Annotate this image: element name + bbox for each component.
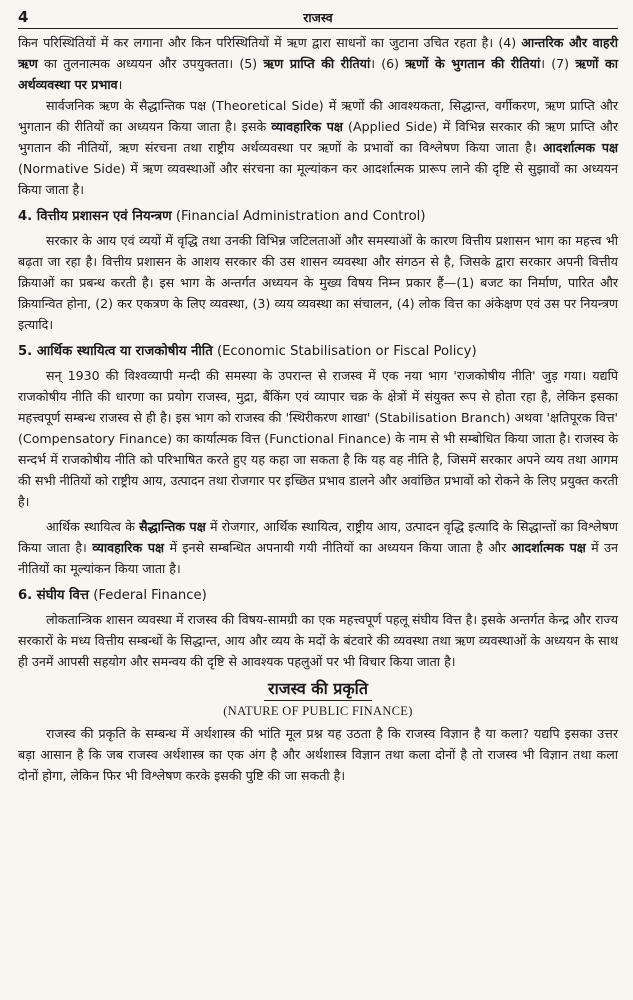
text-run: आर्थिक स्थायित्व के: [46, 519, 140, 534]
paragraph-public-debt-aspects: [18, 95, 618, 200]
bold-term: आन्तरिक और वाहरी ऋण: [18, 35, 618, 71]
chapter-subtitle: (NATURE OF PUBLIC FINANCE): [223, 704, 413, 718]
paragraph-nature-of-public-finance: राजस्व की प्रकृति के सम्बन्ध में अर्थशास्त्र की भांति मूल प्रश्न यह उठता है कि राजस्व विज्ञान है या कला? यद्यपि इसका उत्तर बड़ा आसान है कि जब राजस्व अर्थशास्त्र का एक अंग है और अर्थशास्त्र विज्ञान तथा कला दोनों है तो राजस्व भी विज्ञान तथा कला दोनों होगा, लेकिन फिर भी विश्लेषण करके इसकी पुष्टि की जा सकती है।: [18, 726, 618, 783]
bold-term: आदर्शात्मक पक्ष: [511, 540, 586, 555]
paragraph-federal-finance: लोकतान्त्रिक शासन व्यवस्था में राजस्व की विषय-सामग्री का एक महत्त्वपूर्ण पहलू संघीय वित्त है। इसके अन्तर्गत केन्द्र और राज्य सरकारों के मध्य वित्तीय सम्बन्धों के सिद्धान्त, आय और व्यय के मदों के बंटवारे की व्यवस्था तथा ऋण व्यवस्थाओं के अध्ययन के साथ ही उनमें आपसी सहयोग और समन्वय की दृष्टि से आवश्यक पहलुओं पर भी विचार किया जाता है।: [18, 612, 618, 669]
book-page: [18, 6, 618, 786]
text-run: ।: [117, 77, 123, 92]
running-header: [18, 6, 618, 29]
heading-hindi: 5. आर्थिक स्थायित्व या राजकोषीय नीति: [18, 344, 213, 359]
text-run: में रोजगार, आर्थिक स्थायित्व, राष्ट्रीय आय, उत्पादन वृद्धि इत्यादि के सिद्धान्तों का विश्लेषण किया जाता है।: [18, 519, 618, 555]
text-run: (Normative Side) में ऋण व्यवस्थाओं और संरचना का मूल्यांकन कर आदर्शात्मक प्रारूप लाने की दृष्टि से सुझावों का अध्ययन किया जाता है।: [18, 161, 618, 197]
section-heading-fiscal-policy: [18, 341, 618, 363]
heading-hindi: 4. वित्तीय प्रशासन एवं नियन्त्रण: [18, 209, 172, 224]
bold-term: व्यावहारिक पक्ष: [92, 540, 165, 555]
text-run: (Applied Side) में विभिन्न सरकार की ऋण प्राप्ति और भुगतान की नीतियों, ऋण संरचना तथा राष्ट्रीय अर्थव्यवस्था पर ऋणों के प्रभावों का विश्लेषण किया जाता है।: [18, 119, 618, 155]
heading-english: (Economic Stabilisation or Fiscal Policy): [212, 344, 477, 359]
bold-term: ऋण प्राप्ति की रीतियां: [263, 56, 371, 71]
bold-term: सैद्धान्तिक पक्ष: [139, 519, 206, 534]
section-heading-financial-administration: [18, 206, 618, 228]
heading-english: (Federal Finance): [89, 588, 207, 603]
paragraph-stabilisation-aspects: [18, 516, 618, 579]
text-run: । (6): [370, 56, 406, 71]
section-heading-federal-finance: [18, 585, 618, 607]
paragraph-fiscal-policy: सन् 1930 की विश्वव्यापी मन्दी की समस्या के उपरान्त से राजस्व में एक नया भाग 'राजकोषीय नीति' जुड़ गया। यद्यपि राजकोषीय नीति की धारणा का प्रयोग राजस्व, मुद्रा, बैंकिंग एवं व्यापार चक्र के क्षेत्रों में संयुक्त रूप से होता रहा है, लेकिन इसका महत्त्वपूर्ण सम्बन्ध राजस्व से ही है। इस भाग को राजस्व की 'स्थिरीकरण शाखा' (Stabilisation Branch) अथवा 'क्षतिपूरक वित्त' (Compensatory Finance) का कार्यात्मक वित्त (Functional Finance) के नाम से भी सम्बोधित किया जाता है। राजस्व के सन्दर्भ में राजकोषीय नीति को परिभाषित करते हुए यह कहा जा सकता है कि यह वह नीति है, जिसमें सरकार अपने व्यय तथा आगम की सभी नीतियों को राष्ट्रीय आय, उत्पादन तथा रोजगार पर इच्छित प्रभाव डालने और अवांछित प्रभावों को रोकने के लिए प्रयुक्त करती है।: [18, 368, 618, 509]
text-run: । (7): [540, 56, 576, 71]
bold-term: ऋणों के भुगतान की रीतियां: [405, 56, 541, 71]
paragraph-debt-topics: [18, 32, 618, 95]
bold-term: व्यावहारिक पक्ष: [271, 119, 343, 134]
text-run: का तुलनात्मक अध्ययन और उपयुक्तता। (5): [37, 56, 264, 71]
chapter-title: राजस्व की प्रकृति: [264, 678, 372, 701]
text-run: सार्वजनिक ऋण के सैद्धान्तिक पक्ष (Theoretical Side) में ऋणों की आवश्यकता, सिद्धान्त, वर्गीकरण, ऋण प्राप्ति और भुगतान की रीतियों का अध्ययन किया जाता है। इसके: [18, 98, 618, 134]
text-run: में उन नीतियों का मूल्यांकन किया जाता है।: [18, 540, 618, 576]
heading-hindi: 6. संघीय वित्त: [18, 588, 90, 603]
page-number: 4: [18, 8, 29, 26]
running-title: राजस्व: [303, 9, 333, 25]
heading-english: (Financial Administration and Control): [171, 209, 426, 224]
page-body: [18, 32, 618, 786]
text-run: में इनसे सम्बन्धित अपनायी गयी नीतियों का अध्ययन किया जाता है और: [164, 540, 512, 555]
text-run: किन परिस्थितियों में कर लगाना और किन परिस्थितियों में ऋण द्वारा साधनों का जुटाना उचित रहता है। (4): [18, 35, 522, 50]
bold-term: आदर्शात्मक पक्ष: [542, 140, 618, 155]
chapter-heading-block: [18, 678, 618, 721]
bold-term: ऋणों का अर्थव्यवस्था पर प्रभाव: [18, 56, 618, 92]
paragraph-financial-administration: सरकार के आय एवं व्ययों में वृद्धि तथा उनकी विभिन्न जटिलताओं और समस्याओं के कारण वित्तीय प्रशासन भाग का महत्त्व भी बढ़ता जा रहा है। वित्तीय प्रशासन के आशय सरकार की उस शासन व्यवस्था और संगठन से है, जिसके द्वारा सरकार अपनी वित्तीय क्रियाओं का प्रबन्ध करती है। इस भाग के अन्तर्गत अध्ययन के मुख्य विषय निम्न प्रकार हैं—(1) बजट का निर्माण, पारित और क्रियान्वित होना, (2) कर एकत्रण के लिए व्यवस्था, (3) व्यय व्यवस्था का संचालन, (4) लोक वित्त का अंकेक्षण एवं उस पर नियन्त्रण इत्यादि।: [18, 233, 618, 332]
